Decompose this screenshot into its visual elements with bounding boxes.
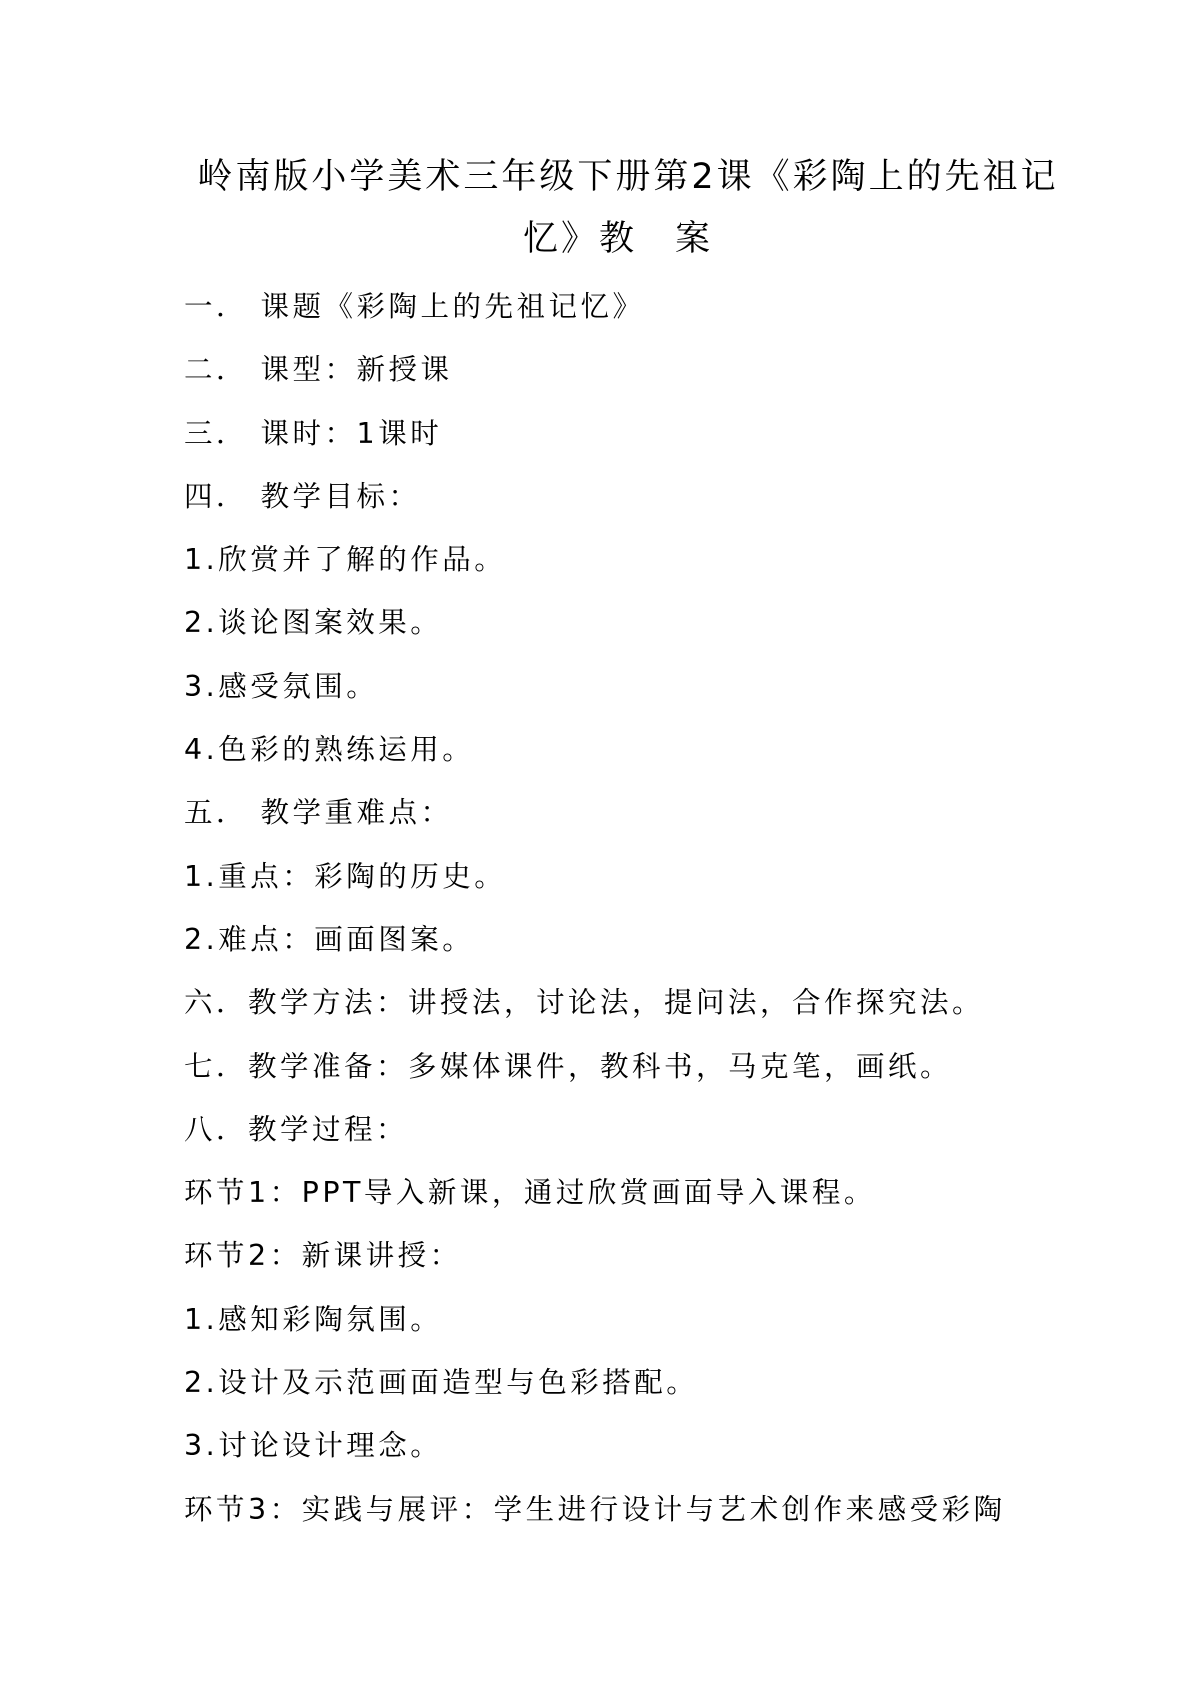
document-title-line-2: 忆》教 案 xyxy=(522,219,713,259)
section-topic: 一． 课题《彩陶上的先祖记忆》 xyxy=(184,290,645,323)
section-key-points-heading: 五． 教学重难点： xyxy=(184,796,453,830)
document-title-line-1: 岭南版小学美术三年级下册第2课《彩陶上的先祖记 xyxy=(197,157,1059,197)
process-step: 环节2：新课讲授： xyxy=(184,1239,462,1273)
process-step: 环节1：PPT导入新课，通过欣赏画面导入课程。 xyxy=(184,1176,876,1210)
objective-item: 4.色彩的熟练运用。 xyxy=(184,733,475,767)
key-point-item: 2.难点：画面图案。 xyxy=(184,922,475,956)
section-process-heading: 八．教学过程： xyxy=(184,1112,409,1146)
process-substep: 3.讨论设计理念。 xyxy=(184,1429,443,1463)
objective-item: 3.感受氛围。 xyxy=(184,669,379,703)
section-class-hours: 三． 课时：1课时 xyxy=(184,416,443,450)
document-body xyxy=(184,282,1084,1548)
key-point-item: 1.重点：彩陶的历史。 xyxy=(184,859,507,893)
objective-item: 1.欣赏并了解的作品。 xyxy=(184,543,507,577)
objective-item: 2.谈论图案效果。 xyxy=(184,606,443,640)
process-step: 环节3：实践与展评：学生进行设计与艺术创作来感受彩陶 xyxy=(184,1492,1006,1526)
process-substep: 1.感知彩陶氛围。 xyxy=(184,1302,443,1336)
section-lesson-type: 二． 课型：新授课 xyxy=(184,353,453,387)
section-objectives-heading: 四． 教学目标： xyxy=(184,479,421,513)
section-methods: 六．教学方法：讲授法，讨论法，提问法，合作探究法。 xyxy=(184,986,985,1020)
section-preparation: 七．教学准备：多媒体课件，教科书，马克笔，画纸。 xyxy=(184,1049,953,1083)
process-substep: 2.设计及示范画面造型与色彩搭配。 xyxy=(184,1366,699,1400)
